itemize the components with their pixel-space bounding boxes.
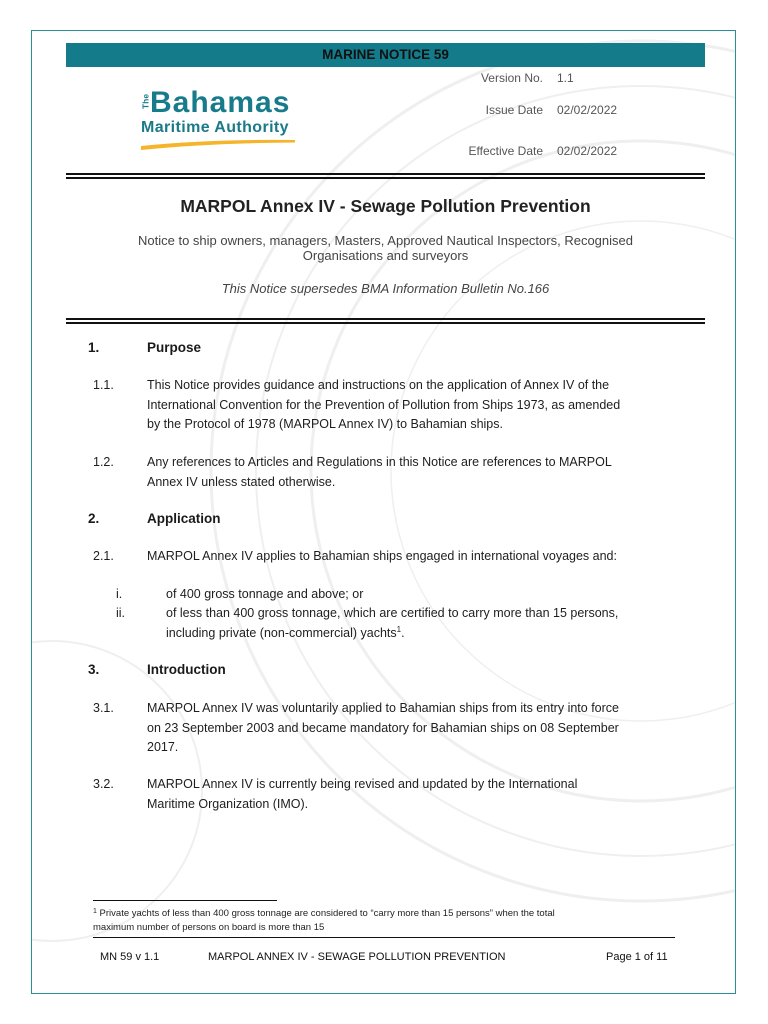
page-title: MARPOL Annex IV - Sewage Pollution Prevention xyxy=(180,196,591,216)
audience-line: Organisations and surveyors xyxy=(302,247,469,263)
effective-date-value: 02/02/2022 xyxy=(557,144,618,158)
footer-doc-id: MN 59 v 1.1 xyxy=(100,951,160,963)
audience-line: Notice to ship owners, managers, Masters, Approved Nautical Inspectors, Recognised xyxy=(138,232,633,248)
item-number: 1.2. xyxy=(93,455,114,470)
line-end: . xyxy=(401,625,405,640)
section-heading-introduction: Introduction xyxy=(147,662,226,678)
footnote-marker: 1 xyxy=(93,908,97,915)
paragraph-line: by the Protocol of 1978 (MARPOL Annex IV) to Bahamian ships. xyxy=(147,416,503,431)
paragraph-line: MARPOL Annex IV is currently being revised and updated by the International xyxy=(147,777,578,792)
paragraph-line: International Convention for the Prevention of Pollution from Ships 1973, as amended xyxy=(147,397,621,412)
bma-logo xyxy=(136,86,298,152)
subitem-paragraph xyxy=(166,585,363,604)
notice-header-bar xyxy=(66,43,705,67)
audience-text xyxy=(66,233,705,263)
item-number: 1.1. xyxy=(93,378,114,393)
paragraph-line: 2017. xyxy=(147,739,179,754)
section-number: 2. xyxy=(88,511,100,527)
footnote-separator xyxy=(93,900,277,901)
subitem-paragraph xyxy=(166,604,618,643)
issue-date-value: 02/02/2022 xyxy=(557,103,618,117)
footer-page-number: Page 1 of 11 xyxy=(606,951,668,963)
footnote-line xyxy=(93,907,555,921)
paragraph-line: on 23 September 2003 and became mandatory for Bahamian ships on 08 September xyxy=(147,720,619,735)
item-number: 3.2. xyxy=(93,777,114,792)
paragraph-line: MARPOL Annex IV applies to Bahamian ships engaged in international voyages and: xyxy=(147,549,617,564)
paragraph-line: Maritime Organization (IMO). xyxy=(147,796,309,811)
version-label: Version No. xyxy=(480,71,543,85)
effective-date-label: Effective Date xyxy=(468,144,543,158)
paragraph-line: of less than 400 gross tonnage, which are certified to carry more than 15 persons, xyxy=(166,606,619,621)
logo-subtitle: Maritime Authority xyxy=(141,118,289,136)
title-divider xyxy=(66,318,705,324)
paragraph-line: Annex IV unless stated otherwise. xyxy=(147,474,336,489)
section-heading-purpose: Purpose xyxy=(147,340,202,356)
paragraph xyxy=(147,547,617,566)
item-number: 2.1. xyxy=(93,549,114,564)
paragraph-line-text: including private (non-commercial) yachts xyxy=(166,625,397,640)
footnote-reference: 1 xyxy=(396,624,402,634)
subitem-number: i. xyxy=(116,587,123,602)
footnote-text: Private yachts of less than 400 gross tonnage are considered to “carry more than 15 persons” when the total xyxy=(99,908,555,919)
paragraph-line xyxy=(166,624,618,643)
item-number: 3.1. xyxy=(93,701,114,716)
section-heading-application: Application xyxy=(147,511,221,527)
section-number: 3. xyxy=(88,662,100,678)
footnote-line: maximum number of persons on board is more than 15 xyxy=(93,922,325,933)
subitem-number: ii. xyxy=(116,606,126,621)
supersedes-note: This Notice supersedes BMA Information Bulletin No.166 xyxy=(221,281,550,296)
footnote xyxy=(93,907,555,935)
header-divider xyxy=(66,173,705,179)
logo-bahamas-text: Bahamas xyxy=(150,86,291,119)
paragraph-line: This Notice provides guidance and instructions on the application of Annex IV of the xyxy=(147,378,610,393)
paragraph xyxy=(147,453,612,492)
logo-the-text: The xyxy=(140,93,151,109)
paragraph xyxy=(147,376,620,434)
paragraph-line: of 400 gross tonnage and above; or xyxy=(166,587,364,602)
issue-date-label: Issue Date xyxy=(485,103,543,117)
paragraph xyxy=(147,775,577,814)
logo-swoosh xyxy=(141,138,295,150)
paragraph-line: Any references to Articles and Regulations in this Notice are references to MARPOL xyxy=(147,455,612,470)
version-value: 1.1 xyxy=(557,71,574,85)
notice-number: MARINE NOTICE 59 xyxy=(322,47,449,62)
paragraph xyxy=(147,699,619,757)
footer-doc-title: MARPOL ANNEX IV - SEWAGE POLLUTION PREVENTION xyxy=(208,951,506,963)
footer-divider xyxy=(93,937,675,938)
section-number: 1. xyxy=(88,340,100,356)
paragraph-line: MARPOL Annex IV was voluntarily applied to Bahamian ships from its entry into force xyxy=(147,701,619,716)
